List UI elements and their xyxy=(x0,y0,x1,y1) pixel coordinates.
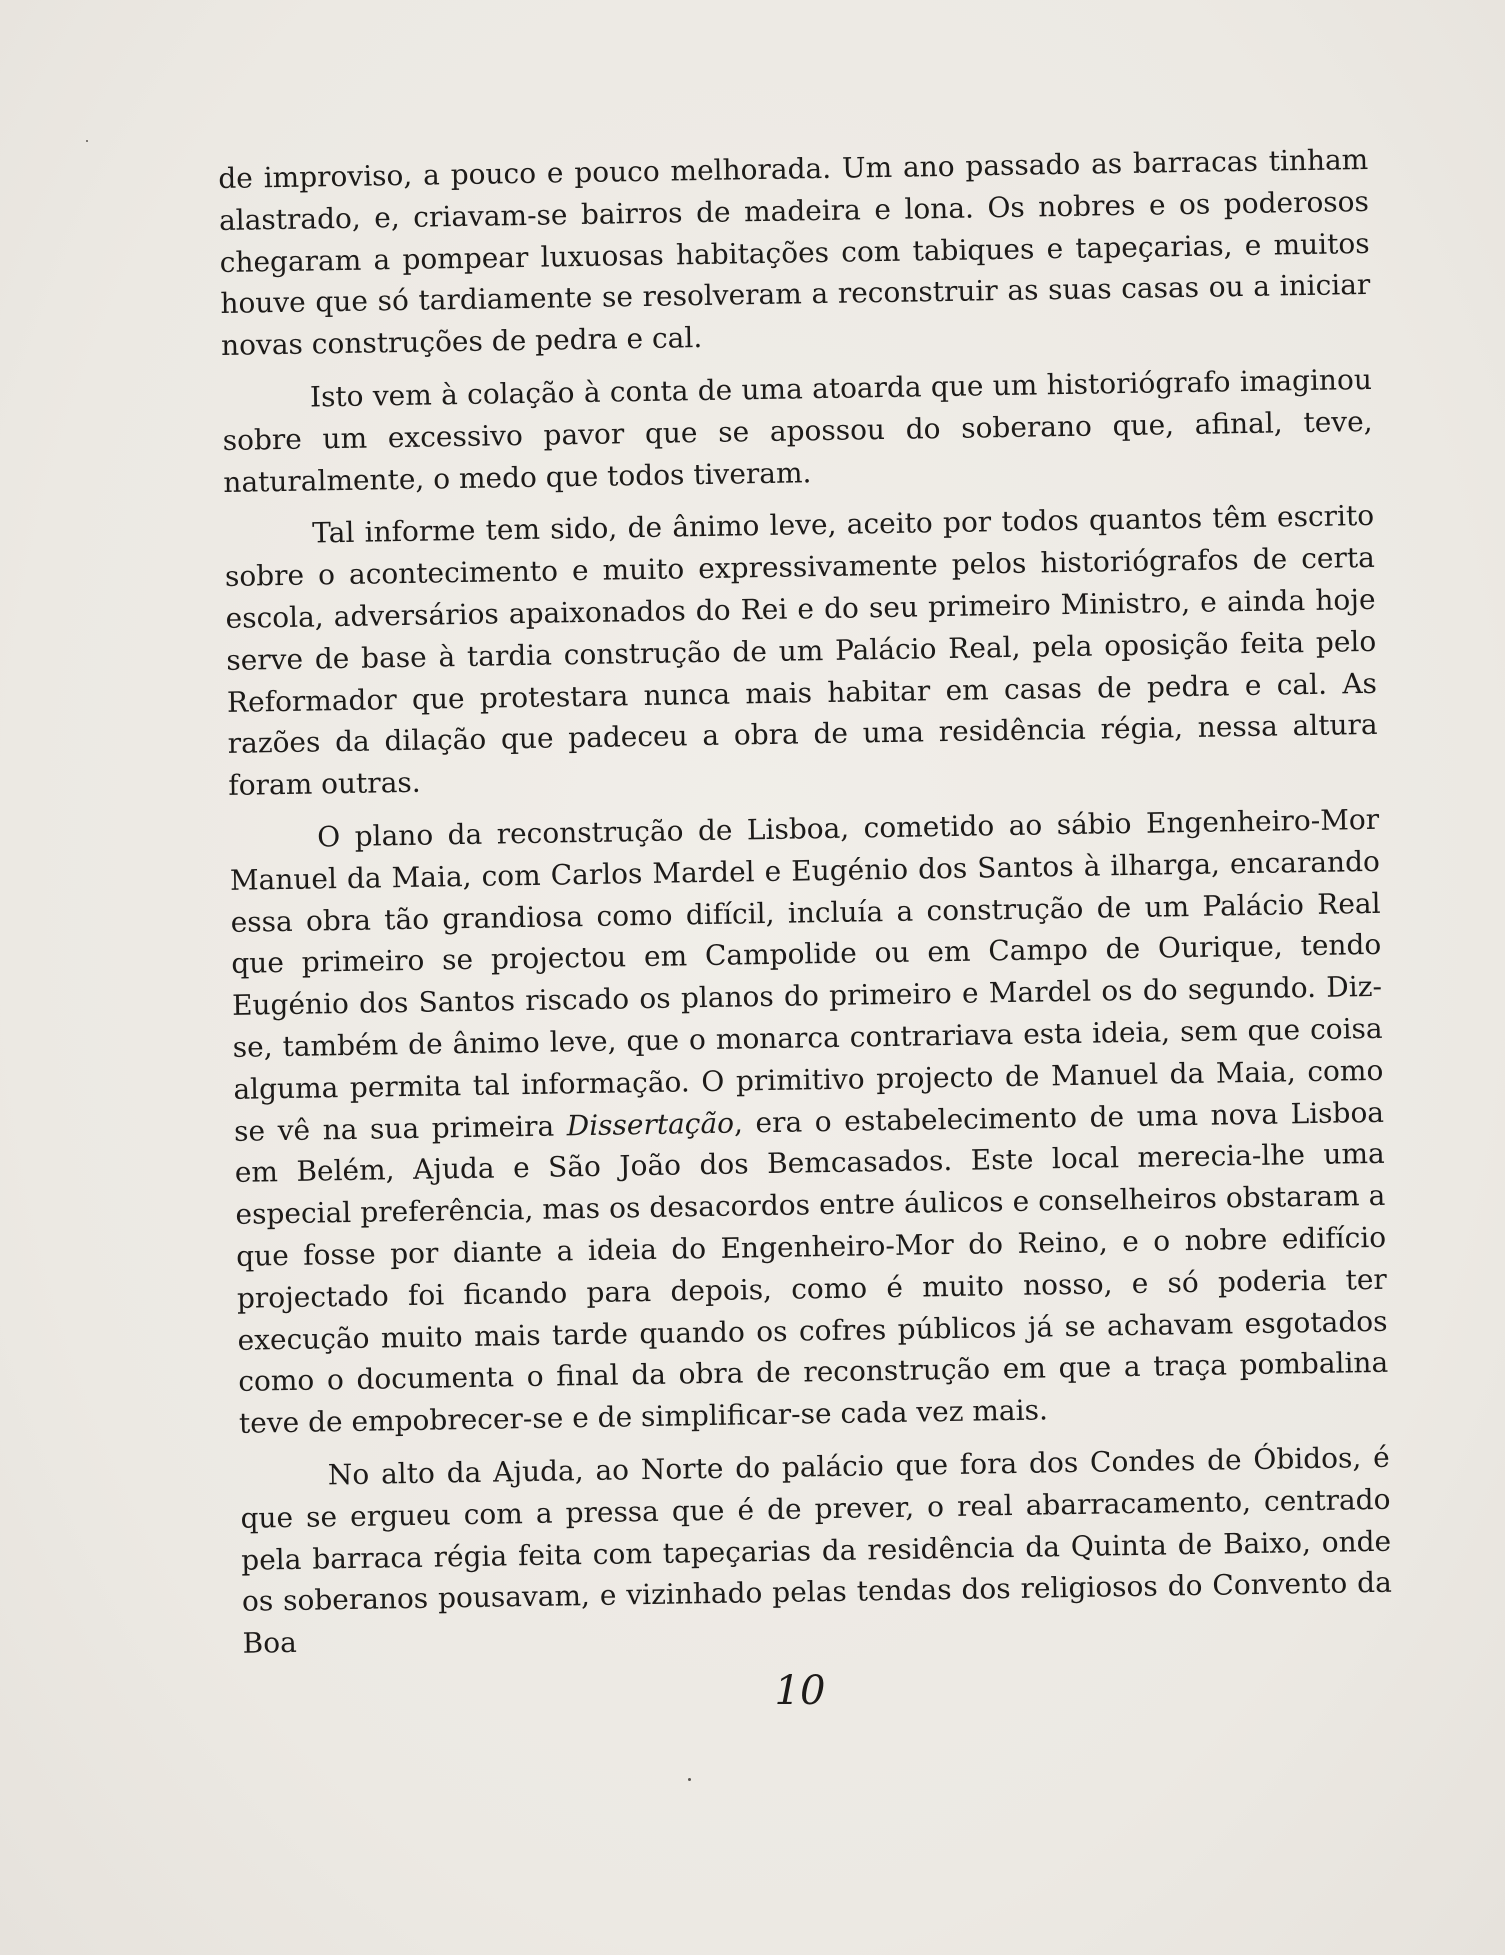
paragraph-2: Isto vem à colação à conta de uma atoarda que um historiógrafo imaginou sobre um excessivo pavor que se apossou do soberano que, afinal, teve, naturalmente, o medo que todos tiveram. xyxy=(222,362,1373,499)
paragraph-4-after: , era o estabelecimento de uma nova Lisboa em Belém, Ajuda e São João dos Bemcasados. Este local merecia-lhe uma especial preferência, mas os desacordos entre áulicos e conselheiros obstaram a que fosse por diante a ideia do Engenheiro-Mor do Reino, e o nobre edifício projectado foi ficando para depois, como é muito nosso, e só poderia ter execução muito mais tarde quando os cofres públicos já se achavam esgotados como o documenta o final da obra de reconstrução em que a traça pombalina teve de empobrecer-se e de simplificar-se cada vez mais. xyxy=(234,1095,1389,1440)
dissertacao-title: Dissertação xyxy=(566,1106,735,1142)
paragraph-4 xyxy=(229,799,1389,1445)
paragraph-4-before: O plano da reconstrução de Lisboa, cometido ao sábio Engenheiro-Mor Manuel da Maia, com Carlos Mardel e Eugénio dos Santos à ilharga, encarando essa obra tão grandiosa como difícil, incluía a construção de um Palácio Real que primeiro se projectou em Campolide ou em Campo de Ourique, tendo Eugénio dos Santos riscado os planos do primeiro e Mardel os do segundo. Diz-se, também de ânimo leve, que o monarca contrariava esta ideia, sem que coisa alguma permita tal informação. O primitivo projecto de Manuel da Maia, como se vê na sua primeira xyxy=(229,802,1384,1148)
paragraph-1: de improviso, a pouco e pouco melhorada. Um ano passado as barracas tinham alastrado, e, criavam-se bairros de madeira e lona. Os nobres e os poderosos chegaram a pompear luxuosas habitações com tabiques e tapeçarias, e muitos houve que só tardiamente se resolveram a reconstruir as suas casas ou a iniciar novas construções de pedra e cal. xyxy=(218,142,1371,363)
page-number: 10 xyxy=(774,1668,826,1714)
paper-speck xyxy=(86,140,88,142)
paragraph-5: No alto da Ajuda, ao Norte do palácio que fora dos Condes de Óbidos, é que se ergueu com a pressa que é de prever, o real abarracamento, centrado pela barraca régia feita com tapeçarias da residência da Quinta de Baixo, onde os soberanos pousavam, e vizinhado pelas tendas dos religiosos do Convento da Boa xyxy=(240,1440,1393,1660)
paper-speck xyxy=(688,1778,691,1781)
paragraph-3: Tal informe tem sido, de ânimo leve, aceito por todos quantos têm escrito sobre o acontecimento e muito expressivamente pelos historiógrafos de certa escola, adversários apaixonados do Rei e do seu primeiro Ministro, e ainda hoje serve de base à tardia construção de um Palácio Real, pela oposição feita pelo Reformador que protestara nunca mais habitar em casas de pedra e cal. As razões da dilação que padeceu a obra de uma residência régia, nessa altura foram outras. xyxy=(224,499,1378,803)
body-text xyxy=(218,139,1393,1676)
